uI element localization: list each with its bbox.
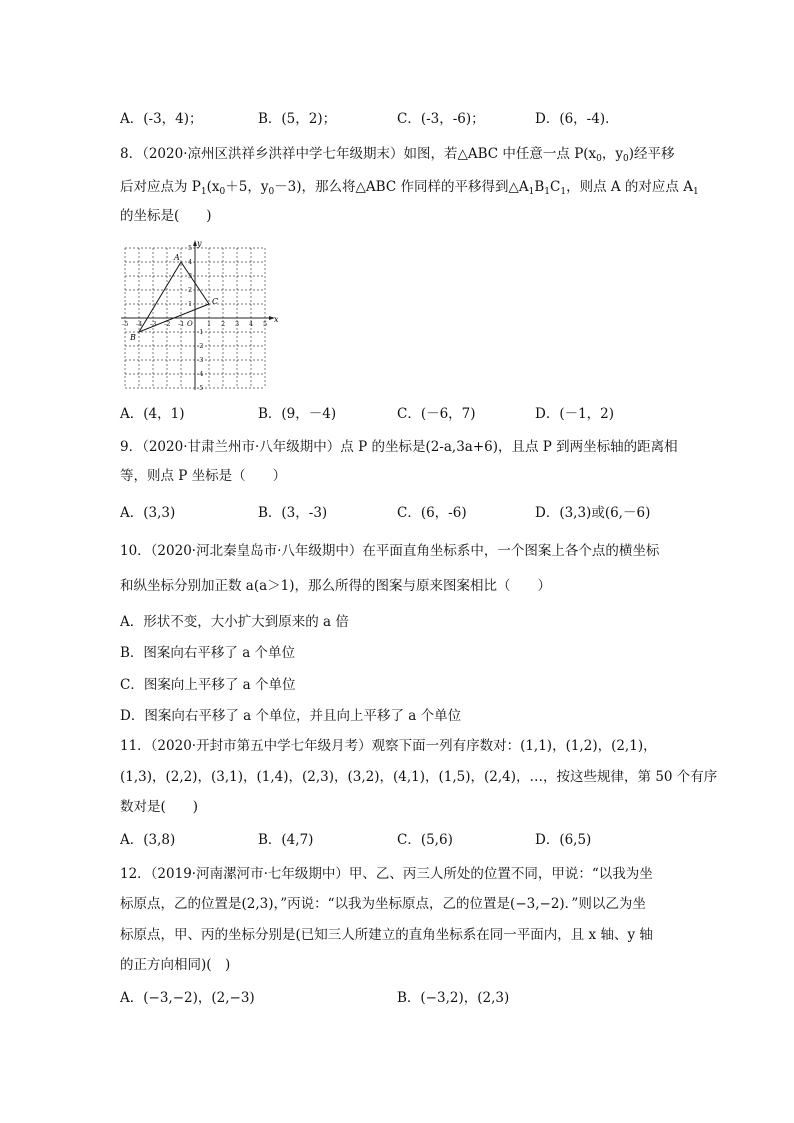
- q8-text: B: [534, 179, 545, 195]
- q7-option-c[interactable]: C．(-3，-6)；: [397, 111, 485, 127]
- q12-option-a[interactable]: A．(−3,−2)，(2,−3): [120, 990, 255, 1006]
- x-tick: -2: [164, 320, 171, 328]
- x-tick: -3: [150, 320, 157, 328]
- q7-option-b[interactable]: B．(5，2)；: [258, 111, 337, 127]
- q12-stem-line4: 的正方向相同)( ): [120, 957, 231, 973]
- y-tick: -4: [197, 370, 204, 378]
- q12-stem-line1: 12．（2019·河南漯河市·七年级期中）甲、乙、丙三人所处的位置不同，甲说：“以我为坐: [120, 866, 653, 882]
- x-tick: 1: [207, 320, 212, 328]
- x-tick: 4: [249, 320, 254, 328]
- y-tick: -5: [197, 384, 204, 392]
- q8-lead: 8．（2020·凉州区洪祥乡洪祥中学七年级期末）如图，若△ABC 中任意一点 P(x: [120, 146, 597, 162]
- y-tick: 2: [188, 286, 193, 294]
- q7-option-d[interactable]: D．(6，-4)．: [535, 111, 619, 127]
- q8-text: ＋5，y: [225, 179, 269, 195]
- q12-stem-line2: 标原点，乙的位置是(2,3)，”丙说：“以我为坐标原点，乙的位置是(−3,−2)．”则以乙为坐: [120, 896, 646, 912]
- y-tick: -2: [197, 342, 204, 350]
- origin-label: O: [187, 320, 193, 328]
- q8-sub: 1: [200, 187, 207, 197]
- q9-stem-line1: 9．（2020·甘肃兰州市·八年级期中）点 P 的坐标是(2-a,3a+6)，且点 P 到两坐标轴的距离相: [120, 439, 678, 455]
- q10-stem-line1: 10．（2020·河北秦皇岛市·八年级期中）在平面直角坐标系中，一个图案上各个点的横坐标: [120, 543, 660, 559]
- q9-option-b[interactable]: B．(3，-3): [258, 505, 328, 521]
- y-tick: -3: [197, 356, 204, 364]
- y-tick: 3: [188, 272, 193, 280]
- q9-option-a[interactable]: A．(3,3): [120, 505, 176, 521]
- vertex-c-label: C: [212, 297, 219, 306]
- y-tick: 4: [188, 258, 193, 266]
- q8-stem-line1: [120, 145, 675, 168]
- x-tick: 5: [263, 320, 268, 328]
- q9-option-d[interactable]: D．(3,3)或(6,－6): [535, 505, 651, 521]
- q11-stem-line2: (1,3)，(2,2)，(3,1)，(1,4)，(2,3)，(3,2)，(4,1)，(1,5)，(2,4)，…，按这些规律，第 50 个有序: [120, 769, 718, 785]
- y-axis-label: y: [197, 239, 202, 248]
- q8-option-d[interactable]: D．(－1，2): [535, 406, 615, 422]
- q12-stem-line3: 标原点，甲、丙的坐标分别是(已知三人所建立的直角坐标系在同一平面内，且 x 轴、y 轴: [120, 927, 653, 943]
- q8-sub: 0: [219, 187, 226, 197]
- q9-option-c[interactable]: C．(6，-6): [397, 505, 467, 521]
- q8-text: ，则点 A 的对应点 A: [566, 179, 693, 195]
- q10-option-b[interactable]: B．图案向右平移了 a 个单位: [120, 645, 296, 661]
- q8-text: (x: [206, 179, 220, 195]
- q8-option-a[interactable]: A．(4，1): [120, 406, 185, 422]
- vertex-a-label: A: [174, 253, 180, 262]
- q8-text: 后对应点为 P: [120, 179, 201, 195]
- x-tick: -1: [178, 320, 185, 328]
- q8-sub: 0: [596, 154, 602, 164]
- y-tick: 5: [188, 244, 193, 252]
- coordinate-graph: [118, 240, 278, 390]
- q8-option-c[interactable]: C．(－6，7): [397, 406, 476, 422]
- q8-sub: 0: [268, 187, 275, 197]
- q8-sub: 1: [692, 187, 699, 197]
- q8-stem-line3: 的坐标是( ): [120, 208, 212, 224]
- q8-stem-line2: [120, 178, 699, 201]
- q10-option-a[interactable]: A．形状不变，大小扩大到原来的 a 倍: [120, 614, 349, 630]
- q11-stem-line1: 11．（2020·开封市第五中学七年级月考）观察下面一列有序数对：(1,1)，(1,2)，(2,1)，: [120, 738, 657, 754]
- q11-option-d[interactable]: D．(6,5): [535, 832, 592, 848]
- q10-option-d[interactable]: D．图案向右平移了 a 个单位，并且向上平移了 a 个单位: [120, 708, 462, 724]
- q12-option-b[interactable]: B．(−3,2)，(2,3): [397, 990, 510, 1006]
- q8-option-b[interactable]: B．(9，－4): [258, 406, 337, 422]
- q8-text: ，y: [601, 146, 624, 162]
- q8-sub: 1: [560, 187, 567, 197]
- x-tick: -4: [136, 320, 143, 328]
- q7-option-a[interactable]: A．(-3，4)；: [120, 111, 203, 127]
- q11-stem-line3: 数对是( ): [120, 799, 199, 815]
- q8-sub: 0: [623, 154, 629, 164]
- q8-text: C: [550, 179, 561, 195]
- x-tick: -5: [122, 320, 129, 328]
- q11-option-b[interactable]: B．(4,7): [258, 832, 314, 848]
- q9-stem-line2: 等，则点 P 坐标是（ ）: [120, 468, 287, 484]
- q11-option-a[interactable]: A．(3,8): [120, 832, 176, 848]
- x-tick: 2: [221, 320, 226, 328]
- q8-sub: 1: [528, 187, 535, 197]
- y-tick: -1: [197, 328, 204, 336]
- q10-stem-line2: 和纵坐标分别加正数 a(a＞1)，那么所得的图案与原来图案相比（ ）: [120, 578, 552, 594]
- x-axis-label: x: [274, 315, 279, 324]
- y-tick: 1: [188, 300, 193, 308]
- q11-option-c[interactable]: C．(5,6): [397, 832, 453, 848]
- q10-option-c[interactable]: C．图案向上平移了 a 个单位: [120, 677, 296, 693]
- x-tick: 3: [235, 320, 240, 328]
- q8-sub: 1: [544, 187, 550, 197]
- q8-text: )经平移: [628, 146, 675, 162]
- q8-text: －3)，那么将△ABC 作同样的平移得到△A: [274, 179, 529, 195]
- vertex-b-label: B: [130, 333, 136, 342]
